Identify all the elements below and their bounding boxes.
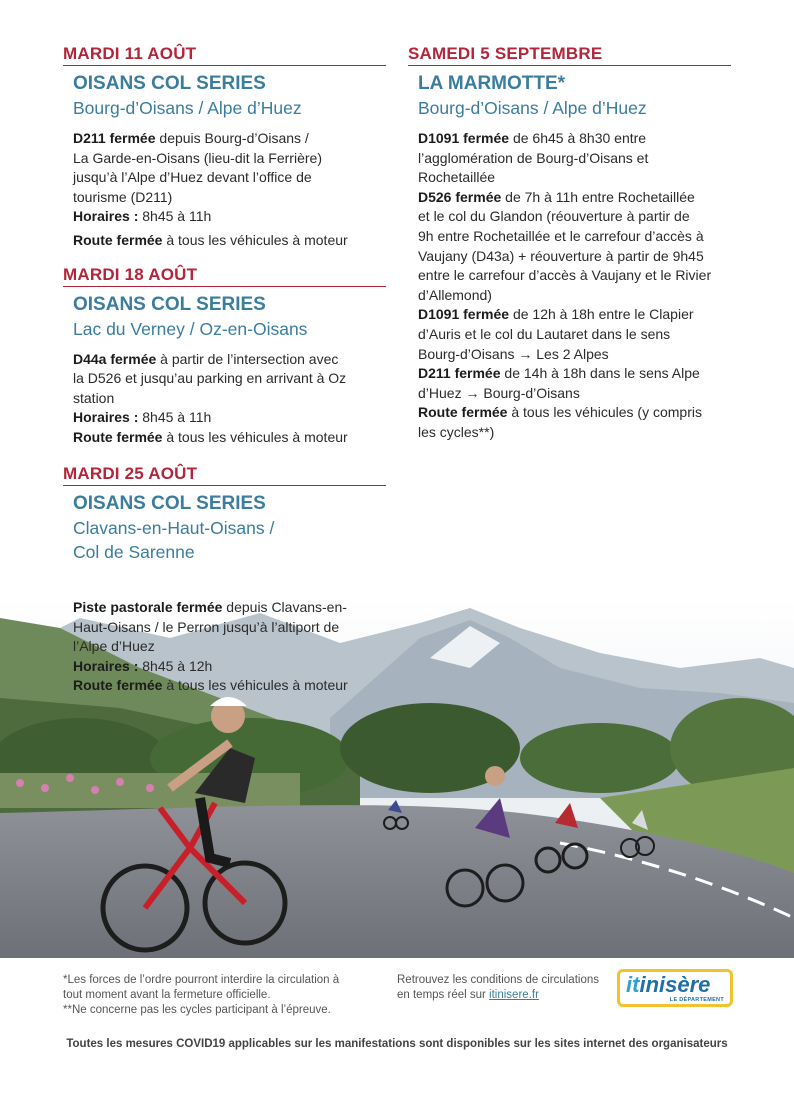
live-conditions bbox=[397, 973, 617, 1003]
road-closed-text: à tous les véhicules à moteur bbox=[162, 428, 348, 445]
closure-line bbox=[418, 188, 731, 208]
closure-line: Bourg-d’Oisans → Les 2 Alpes bbox=[418, 345, 609, 362]
closure-road: D44a fermée bbox=[73, 350, 157, 367]
road-closed-label: Route fermée bbox=[418, 404, 508, 421]
event-title: OISANS COL SERIES bbox=[73, 492, 266, 514]
logo-wordmark bbox=[626, 972, 710, 998]
closure-line: d’Huez → Bourg-d’Oisans bbox=[418, 384, 580, 401]
closure-line: l’Alpe d’Huez bbox=[73, 638, 155, 655]
hours-line bbox=[73, 657, 386, 677]
covid-notice: Toutes les mesures COVID19 applicables sur les manifestations sont disponibles sur les sites internet des organisateurs bbox=[66, 1038, 728, 1050]
closure-line: Haut-Oisans / le Perron jusqu’à l’altiport de bbox=[73, 618, 340, 635]
closure-text: de 6h45 à 8h30 entre bbox=[509, 130, 647, 146]
closure-line: et le col du Glandon (réouverture à partir de bbox=[418, 208, 690, 225]
closure-line: d’Auris et le col du Lautaret dans le sens bbox=[418, 325, 671, 342]
event-title: OISANS COL SERIES bbox=[73, 73, 266, 94]
event-date: MARDI 25 AOÛT bbox=[63, 464, 386, 486]
closure-line bbox=[73, 598, 386, 618]
closure-line: d’Allemond) bbox=[418, 286, 492, 303]
road-closed-line bbox=[73, 676, 386, 696]
event-route: Bourg-d’Oisans / Alpe d’Huez bbox=[418, 98, 647, 118]
closure-road: D211 fermée bbox=[418, 365, 501, 382]
closure-text: à partir de l’intersection avec bbox=[156, 350, 339, 367]
event-title: LA MARMOTTE* bbox=[418, 73, 566, 94]
event-date: SAMEDI 5 SEPTEMBRE bbox=[408, 44, 731, 66]
road-closed-line: les cycles**) bbox=[418, 423, 495, 440]
footnote-line: **Ne concerne pas les cycles participant à l’épreuve. bbox=[63, 1004, 331, 1016]
closure-line: tourisme (D211) bbox=[73, 188, 173, 205]
closure-line: Vaujany (D43a) + réouverture à partir de 9h45 bbox=[418, 247, 704, 264]
closure-text: de 7h à 11h entre Rochetaillée bbox=[501, 188, 695, 205]
live-conditions-text: en temps réel sur bbox=[397, 989, 490, 1001]
hours-line bbox=[73, 408, 386, 428]
closure-line: La Garde-en-Oisans (lieu-dit la Ferrière) bbox=[73, 149, 322, 166]
event-route: Bourg-d’Oisans / Alpe d’Huez bbox=[73, 98, 302, 118]
footnotes bbox=[63, 973, 383, 1018]
itinisere-logo bbox=[617, 969, 733, 1007]
hours-line bbox=[73, 207, 386, 227]
road-closed-label: Route fermée bbox=[73, 677, 163, 694]
closure-line: l’agglomération de Bourg-d’Oisans et bbox=[418, 149, 649, 166]
hours-label: Horaires : bbox=[73, 409, 139, 426]
road-closed-label: Route fermée bbox=[73, 231, 163, 248]
road-closed-text: à tous les véhicules à moteur bbox=[162, 677, 348, 694]
closure-line: la D526 et jusqu’au parking en arrivant à Oz bbox=[73, 370, 347, 387]
road-closed-line bbox=[73, 428, 386, 448]
closure-line: entre le carrefour d’accès à Vaujany et le Rivier bbox=[418, 267, 712, 284]
closure-line bbox=[418, 129, 731, 149]
closure-line: station bbox=[73, 389, 115, 406]
closure-line: 9h entre Rochetaillée et le carrefour d’accès à bbox=[418, 227, 704, 244]
hours-value: 8h45 à 11h bbox=[138, 409, 212, 426]
hours-label: Horaires : bbox=[73, 208, 139, 225]
closure-text: de 12h à 18h entre le Clapier bbox=[509, 306, 694, 323]
closure-road: D1091 fermée bbox=[418, 306, 510, 323]
event-date: MARDI 18 AOÛT bbox=[63, 265, 386, 287]
closure-line bbox=[418, 305, 731, 325]
event-route: Clavans-en-Haut-Oisans / bbox=[73, 517, 275, 538]
closure-road: D526 fermée bbox=[418, 188, 502, 205]
closure-road: D1091 fermée bbox=[418, 130, 510, 146]
closure-text: de 14h à 18h dans le sens Alpe bbox=[500, 365, 700, 382]
event-mardi-11-aout bbox=[63, 44, 386, 251]
itinisere-link[interactable]: itinisere.fr bbox=[489, 989, 539, 1001]
closure-line bbox=[73, 129, 386, 149]
event-mardi-25-aout-details bbox=[63, 598, 386, 696]
event-mardi-18-aout bbox=[63, 265, 386, 448]
live-conditions-line: Retrouvez les conditions de circulations bbox=[397, 974, 599, 986]
logo-it: it bbox=[626, 972, 640, 997]
closure-text: depuis Clavans-en- bbox=[222, 599, 347, 615]
event-date: MARDI 11 AOÛT bbox=[63, 44, 386, 66]
closure-line bbox=[418, 364, 731, 384]
road-closed-text: à tous les véhicules (y compris bbox=[507, 404, 702, 421]
logo-departement: LE DÉPARTEMENT bbox=[669, 997, 724, 1003]
road-closed-line bbox=[418, 403, 731, 423]
road-closed-line bbox=[73, 231, 386, 251]
left-column bbox=[63, 44, 386, 578]
hours-value: 8h45 à 12h bbox=[138, 657, 213, 674]
hours-label: Horaires : bbox=[73, 657, 139, 674]
live-conditions-line bbox=[397, 988, 617, 1003]
event-samedi-5-septembre bbox=[408, 44, 731, 443]
hours-value: 8h45 à 11h bbox=[138, 208, 212, 225]
event-route: Lac du Verney / Oz-en-Oisans bbox=[73, 318, 308, 339]
event-route: Col de Sarenne bbox=[73, 541, 195, 562]
logo-rest: inisère bbox=[639, 972, 711, 997]
closure-line bbox=[73, 350, 386, 370]
footnote-line: tout moment avant la fermeture officielle. bbox=[63, 989, 271, 1001]
closure-line: jusqu’à l’Alpe d’Huez devant l’office de bbox=[73, 169, 312, 186]
road-closed-label: Route fermée bbox=[73, 428, 163, 445]
closure-line: Rochetaillée bbox=[418, 169, 496, 186]
footnote-line: *Les forces de l’ordre pourront interdire la circulation à bbox=[63, 974, 340, 986]
closure-road: D211 fermée bbox=[73, 130, 156, 146]
right-column bbox=[408, 44, 731, 457]
road-closed-text: à tous les véhicules à moteur bbox=[162, 231, 348, 248]
closure-road: Piste pastorale fermée bbox=[73, 599, 223, 615]
event-mardi-25-aout bbox=[63, 464, 386, 564]
closure-text: depuis Bourg-d’Oisans / bbox=[155, 130, 309, 146]
footer bbox=[0, 958, 794, 1110]
event-title: OISANS COL SERIES bbox=[73, 293, 266, 315]
